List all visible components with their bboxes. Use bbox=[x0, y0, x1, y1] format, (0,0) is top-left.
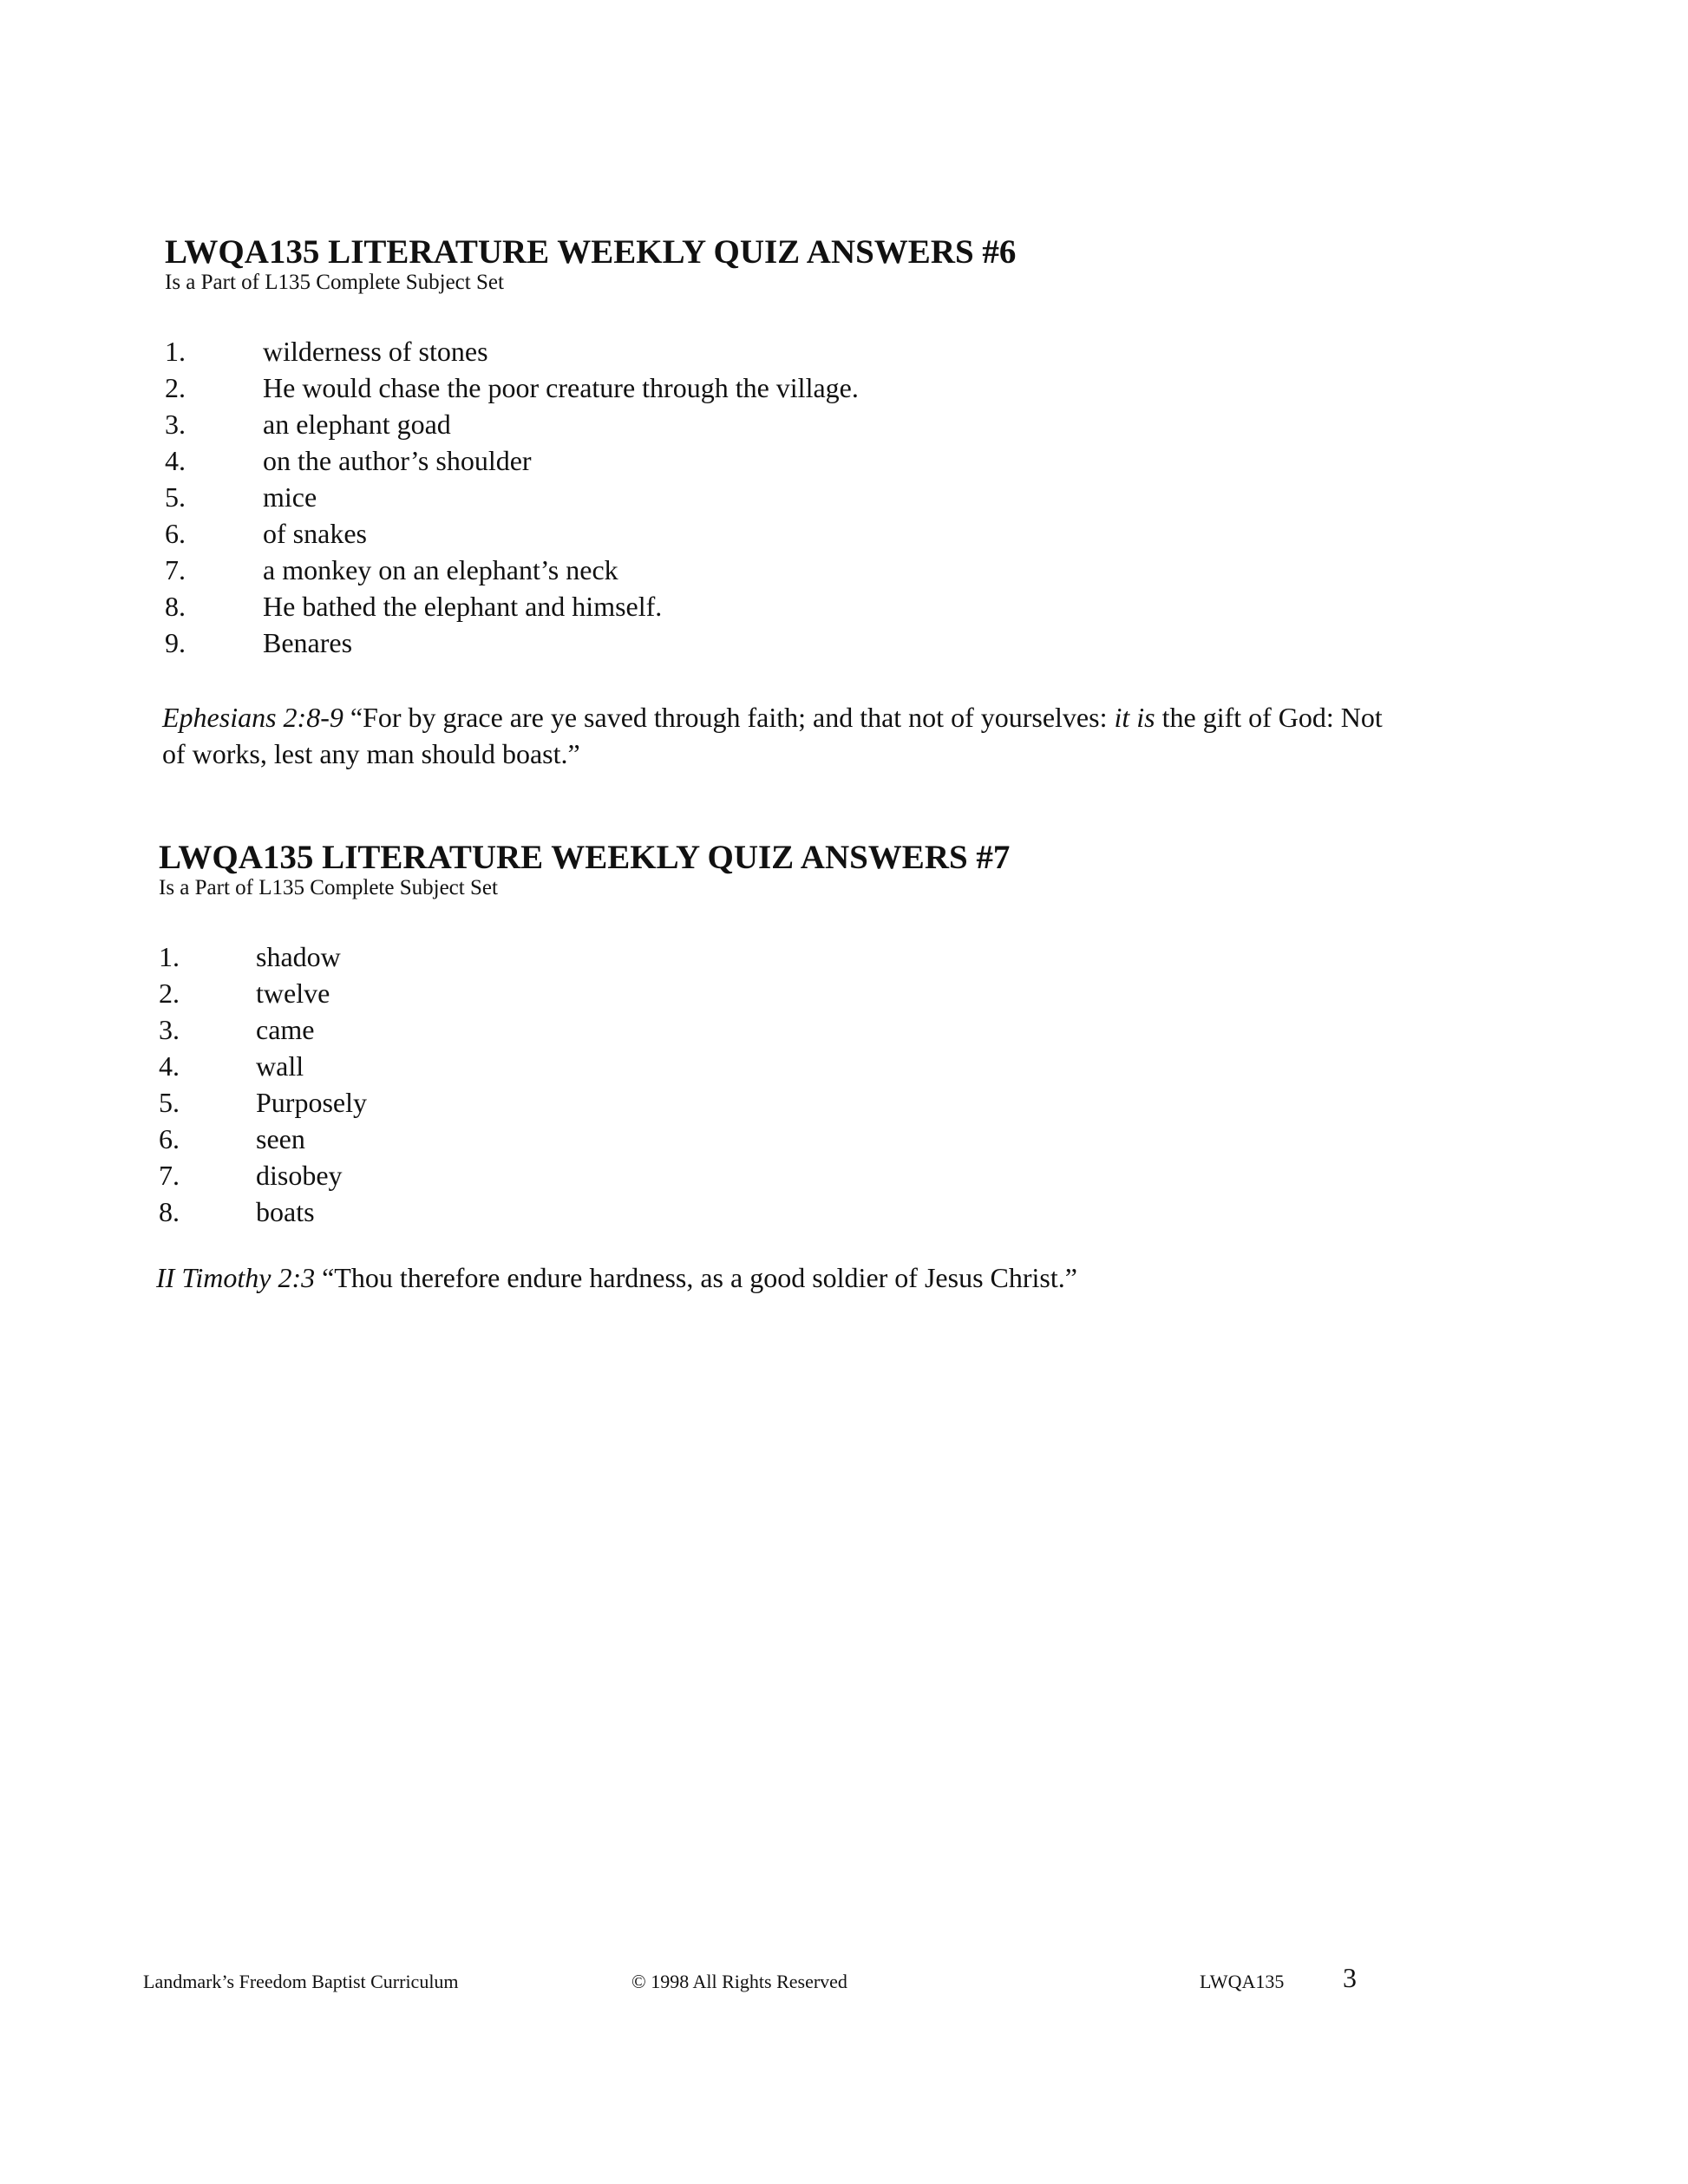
list-item bbox=[165, 624, 1206, 661]
answer-text: He bathed the elephant and himself. bbox=[263, 591, 663, 622]
list-item bbox=[159, 1121, 853, 1157]
answer-number: 8. bbox=[165, 591, 186, 622]
answer-number: 1. bbox=[165, 336, 186, 367]
answer-text: wall bbox=[256, 1050, 304, 1082]
answer-number: 9. bbox=[165, 627, 186, 658]
verse-text: “Thou therefore endure hardness, as a good soldier of Jesus Christ.” bbox=[315, 1262, 1077, 1293]
list-item bbox=[159, 975, 853, 1011]
answer-number: 2. bbox=[159, 978, 180, 1009]
list-item bbox=[159, 938, 853, 975]
answer-text: boats bbox=[256, 1196, 315, 1227]
answer-text: seen bbox=[256, 1123, 305, 1154]
list-item bbox=[165, 479, 1206, 515]
quiz-6-answer-list bbox=[165, 333, 1206, 661]
verse-reference: II Timothy 2:3 bbox=[156, 1262, 316, 1293]
quiz-6-subtitle: Is a Part of L135 Complete Subject Set bbox=[165, 271, 504, 294]
answer-text: an elephant goad bbox=[263, 409, 451, 440]
quiz-7-subtitle: Is a Part of L135 Complete Subject Set bbox=[159, 876, 498, 899]
footer-copyright: © 1998 All Rights Reserved bbox=[631, 1971, 847, 1992]
footer-code: LWQA135 bbox=[1200, 1971, 1285, 1992]
verse-text-after: the gift of God: Not of works, lest any man should boast.” bbox=[162, 702, 1383, 769]
answer-text: He would chase the poor creature through the village. bbox=[263, 372, 859, 403]
answer-text: disobey bbox=[256, 1160, 343, 1191]
answer-number: 2. bbox=[165, 372, 186, 403]
list-item bbox=[165, 552, 1206, 588]
quiz-6-verse bbox=[162, 699, 1411, 772]
page-number: 3 bbox=[1343, 1962, 1357, 1993]
answer-number: 1. bbox=[159, 941, 180, 972]
list-item bbox=[165, 442, 1206, 479]
verse-reference: Ephesians 2:8-9 bbox=[162, 702, 343, 733]
quiz-6-title: LWQA135 LITERATURE WEEKLY QUIZ ANSWERS #6 bbox=[165, 233, 1017, 271]
quiz-7-verse bbox=[156, 1259, 1405, 1296]
list-item bbox=[165, 406, 1206, 442]
answer-text: Benares bbox=[263, 627, 353, 658]
verse-emphasis: it is bbox=[1114, 702, 1155, 733]
list-item bbox=[159, 1011, 853, 1048]
answer-text: Purposely bbox=[256, 1087, 367, 1118]
answer-text: shadow bbox=[256, 941, 341, 972]
answer-text: twelve bbox=[256, 978, 330, 1009]
answer-number: 6. bbox=[159, 1123, 180, 1154]
list-item bbox=[159, 1048, 853, 1084]
list-item bbox=[159, 1193, 853, 1230]
list-item bbox=[159, 1157, 853, 1193]
answer-text: mice bbox=[263, 481, 317, 513]
answer-number: 8. bbox=[159, 1196, 180, 1227]
footer-publisher: Landmark’s Freedom Baptist Curriculum bbox=[143, 1971, 459, 1992]
quiz-7-title: LWQA135 LITERATURE WEEKLY QUIZ ANSWERS #7 bbox=[159, 839, 1011, 876]
answer-text: came bbox=[256, 1014, 315, 1045]
quiz-7-answer-list bbox=[159, 938, 853, 1230]
list-item bbox=[165, 588, 1206, 624]
answer-number: 4. bbox=[165, 445, 186, 476]
answer-number: 3. bbox=[165, 409, 186, 440]
answer-number: 6. bbox=[165, 518, 186, 549]
answer-number: 5. bbox=[159, 1087, 180, 1118]
answer-number: 4. bbox=[159, 1050, 180, 1082]
answer-text: a monkey on an elephant’s neck bbox=[263, 554, 618, 585]
answer-text: of snakes bbox=[263, 518, 367, 549]
answer-number: 3. bbox=[159, 1014, 180, 1045]
answer-text: wilderness of stones bbox=[263, 336, 488, 367]
answer-number: 7. bbox=[165, 554, 186, 585]
list-item bbox=[165, 515, 1206, 552]
list-item bbox=[159, 1084, 853, 1121]
list-item bbox=[165, 333, 1206, 369]
list-item bbox=[165, 369, 1206, 406]
verse-text-before: “For by grace are ye saved through faith; and that not of yourselves: bbox=[343, 702, 1115, 733]
answer-number: 5. bbox=[165, 481, 186, 513]
answer-number: 7. bbox=[159, 1160, 180, 1191]
answer-text: on the author’s shoulder bbox=[263, 445, 532, 476]
